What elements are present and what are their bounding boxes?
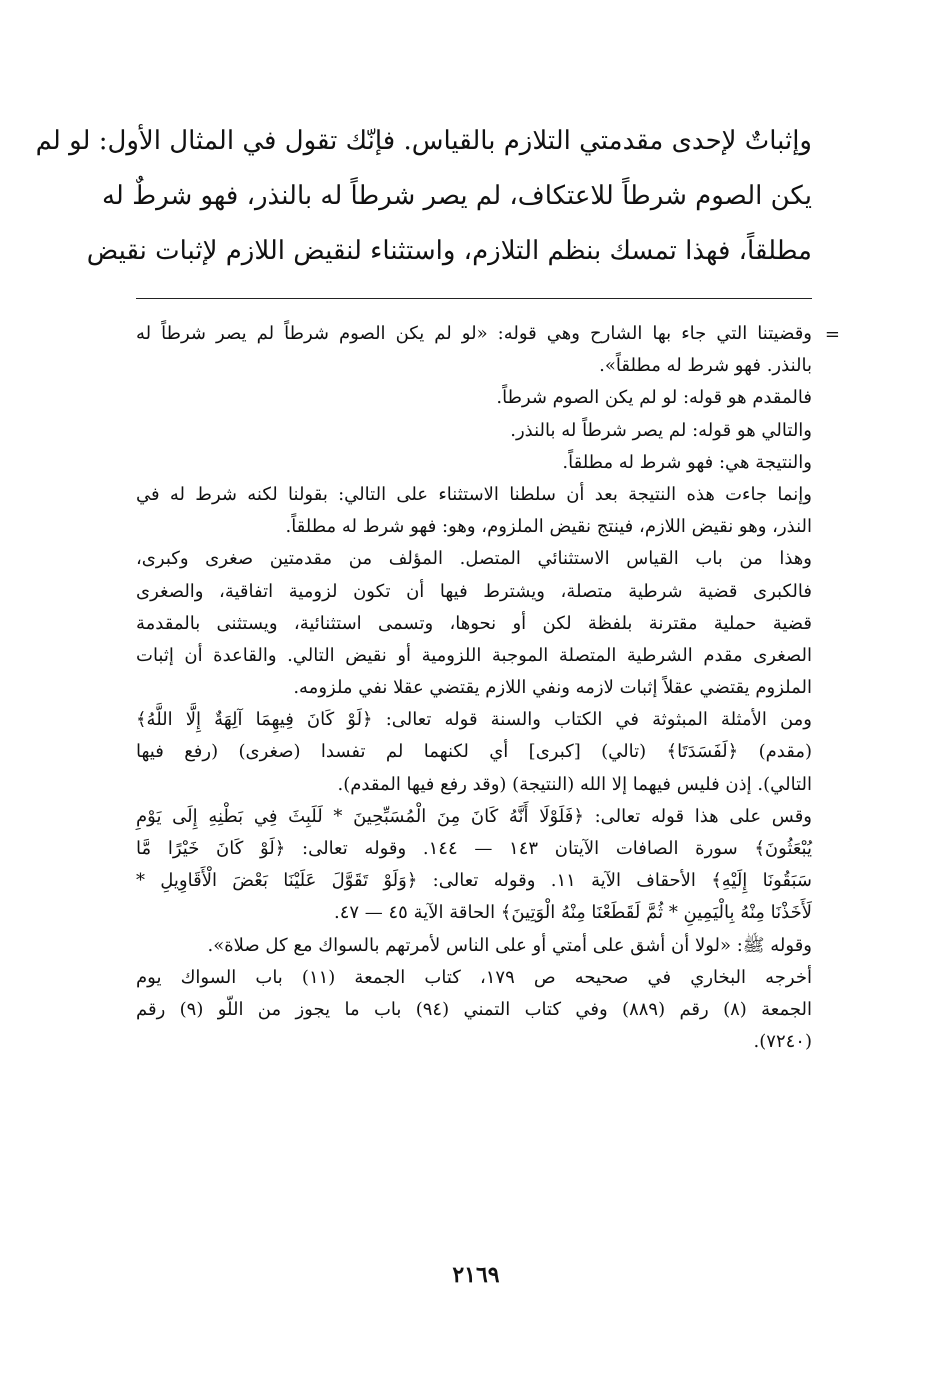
footnote-line: قضية حملية مقترنة بلفظة لكن أو نحوها، وتسمى استثنائية، ويستثنى بالمقدمة: [136, 612, 812, 634]
footnote-line: والنتيجة هي: فهو شرط له مطلقاً.: [562, 451, 812, 473]
footnote-line: الصغرى مقدم الشرطية المتصلة الموجبة اللزومية أو نقيض التالي. والقاعدة أن إثبات: [136, 644, 812, 666]
footnote-line: فالكبرى قضية شرطية متصلة، ويشترط فيها أن تكون لزومية اتفاقية، والصغرى: [136, 580, 812, 602]
footnote-line: وإنما جاءت هذه النتيجة بعد أن سلطنا الاستثناء على التالي: بقولنا لكنه شرط له في: [136, 483, 812, 505]
footnote-line: ومن الأمثلة المبثوثة في الكتاب والسنة قوله تعالى: ﴿لَوْ كَانَ فِيهِمَا آلِهَةٌ إِلَّا اللَّهُ﴾: [136, 709, 812, 731]
footnote-line: (مقدم) ﴿لَفَسَدَتَا﴾ (تالي) [كبرى] أي لكنهما لم تفسدا (صغرى) (رفع فيها: [136, 741, 812, 763]
footnote-line: النذر، وهو نقيض اللازم، فينتج نقيض الملزوم، وهو: فهو شرط له مطلقاً.: [285, 516, 812, 538]
footnote-line: سَبَقُونَا إِلَيْهِ﴾ الأحقاف الآية ١١. وقوله تعالى: ﴿وَلَوْ تَقَوَّلَ عَلَيْنَا بَعْضَ الْأَقَاوِيلِ *: [136, 870, 813, 892]
footnote-line: وقضيتنا التي جاء بها الشارح وهي قوله: «لو لم يكن الصوم شرطاً لم يصر شرطاً له: [136, 323, 812, 344]
page-number: ٢١٦٩: [452, 1262, 500, 1288]
footnote-line: بالنذر. فهو شرط له مطلقاً».: [599, 355, 812, 377]
footnote-line: أخرجه البخاري في صحيحه ص ١٧٩، كتاب الجمعة (١١) باب السواك يوم: [136, 966, 812, 988]
footnote-separator: [136, 298, 812, 299]
footnote: [136, 318, 812, 1058]
main-text-line: يكن الصوم شرطاً للاعتكاف، لم يصر شرطاً له بالنذر، فهو شرطٌ له: [101, 181, 812, 211]
footnote-line: فالمقدم هو قوله: لو لم يكن الصوم شرطاً.: [496, 387, 812, 409]
main-text-line: مطلقاً، فهذا تمسك بنظم التلازم، واستثناء لنقيض اللازم لإثبات نقيض: [86, 236, 812, 266]
footnote-line: التالي). إذن فليس فيهما إلا الله (النتيجة) (وقد رفع فيها المقدم).: [337, 773, 812, 795]
footnote-line: الملزوم يقتضي عقلاً إثبات لازمه ونفي اللازم يقتضي عقلا نفي ملزومه.: [293, 677, 812, 699]
footnote-line: وقس على هذا قوله تعالى: ﴿فَلَوْلَا أَنَّهُ كَانَ مِنَ الْمُسَبِّحِينَ * لَلَبِثَ فِي بَطْنِهِ إِلَى يَوْمِ: [136, 805, 812, 827]
footnote-line: والتالي هو قوله: لم يصر شرطاً له بالنذر.: [510, 419, 812, 441]
footnote-line: (٧٢٤٠).: [753, 1031, 812, 1053]
footnote-continuation-marker: =: [824, 324, 840, 345]
main-text-line: وإثباتٌ لإحدى مقدمتي التلازم بالقياس. فإنّك تقول في المثال الأول: لو لم: [35, 126, 812, 156]
footnote-line: لَأَخَذْنَا مِنْهُ بِالْيَمِينِ * ثُمَّ لَقَطَعْنَا مِنْهُ الْوَتِينَ﴾ الحاقة الآية ٤٥ — ٤٧.: [333, 902, 812, 924]
main-text: [35, 114, 812, 279]
footnote-line: الجمعة (٨) رقم (٨٨٩) وفي كتاب التمني (٩٤) باب ما يجوز من اللّو (٩) رقم: [136, 998, 813, 1020]
footnote-line: يُبْعَثُونَ﴾ سورة الصافات الآيتان ١٤٣ — ١٤٤. وقوله تعالى: ﴿لَوْ كَانَ خَيْرًا مَّا: [136, 838, 812, 859]
footnote-line: وقوله ﷺ: «لولا أن أشق على أمتي أو على الناس لأمرتهم بالسواك مع كل صلاة».: [207, 934, 812, 956]
footnote-line: وهذا من باب القياس الاستثنائي المتصل. المؤلف من مقدمتين صغرى وكبرى،: [136, 548, 812, 570]
